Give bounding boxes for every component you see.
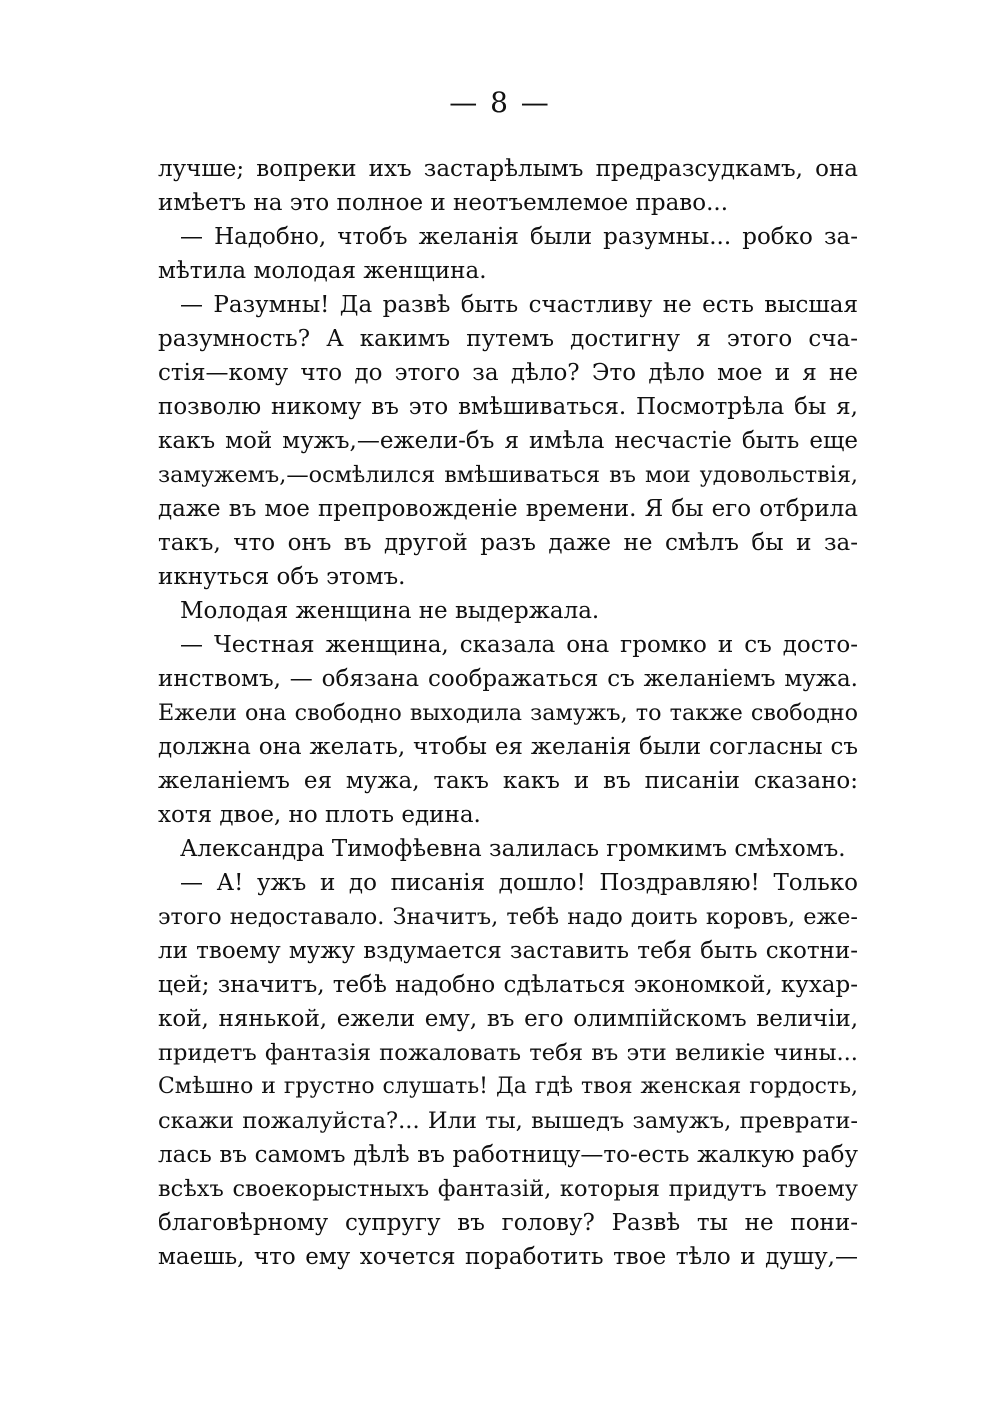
text-line: мѣтила молодая женщина. bbox=[158, 258, 487, 284]
text-line: желаніемъ ея мужа, такъ какъ и въ писаніи сказано: bbox=[158, 768, 858, 794]
text-line: цей; значитъ, тебѣ надобно сдѣлаться экономкой, кухар- bbox=[158, 972, 858, 998]
text-line: должна она желать, чтобы ея желанія были согласны съ bbox=[158, 734, 858, 760]
text-line: всѣхъ своекорыстныхъ фантазій, которыя придутъ твоему bbox=[158, 1176, 858, 1202]
text-line: какъ мой мужъ,—ежели-бъ я имѣла несчастіе быть еще bbox=[158, 428, 858, 454]
text-line: инствомъ, — обязана соображаться съ желаніемъ мужа. bbox=[158, 666, 858, 692]
text-line: позволю никому въ это вмѣшиваться. Посмотрѣла бы я, bbox=[158, 394, 858, 420]
text-line: благовѣрному супругу въ голову? Развѣ ты не пони- bbox=[158, 1210, 858, 1236]
text-line: придетъ фантазія пожаловать тебя въ эти великіе чины... bbox=[158, 1040, 858, 1066]
text-line: лась въ самомъ дѣлѣ въ работницу—то-есть жалкую рабу bbox=[158, 1142, 858, 1168]
text-line: имѣетъ на это полное и неотъемлемое право... bbox=[158, 190, 729, 216]
text-line: ли твоему мужу вздумается заставить тебя быть скотни- bbox=[158, 938, 858, 964]
text-line: — Честная женщина, сказала она громко и съ досто- bbox=[180, 632, 858, 658]
text-line: даже въ мое препровожденіе времени. Я бы его отбрила bbox=[158, 496, 858, 522]
text-line: разумность? А какимъ путемъ достигну я этого сча- bbox=[158, 326, 858, 352]
text-line: маешь, что ему хочется поработить твое тѣло и душу,— bbox=[158, 1244, 858, 1270]
text-line: этого недоставало. Значитъ, тебѣ надо доить коровъ, еже- bbox=[158, 904, 858, 930]
text-line: Ежели она свободно выходила замужъ, то также свободно bbox=[158, 700, 858, 726]
text-line: — А! ужъ и до писанія дошло! Поздравляю! Только bbox=[180, 870, 858, 896]
text-line: такъ, что онъ въ другой разъ даже не смѣлъ бы и за- bbox=[158, 530, 858, 556]
text-line: Александра Тимофѣевна залилась громкимъ смѣхомъ. bbox=[180, 836, 846, 862]
text-line: замужемъ,—осмѣлился вмѣшиваться въ мои удовольствія, bbox=[158, 462, 858, 488]
text-line: — Надобно, чтобъ желанія были разумны... робко за- bbox=[180, 224, 858, 250]
page-number: — 8 — bbox=[449, 86, 551, 119]
text-line: — Разумны! Да развѣ быть счастливу не есть высшая bbox=[180, 292, 858, 318]
body-text bbox=[158, 152, 858, 1274]
text-line: Молодая женщина не выдержала. bbox=[180, 598, 600, 624]
text-line: хотя двое, но плоть едина. bbox=[158, 802, 481, 828]
text-line: стія—кому что до этого за дѣло? Это дѣло мое и я не bbox=[158, 360, 858, 386]
text-line: скажи пожалуйста?... Или ты, вышедъ замужъ, преврати- bbox=[158, 1108, 858, 1134]
text-line: Смѣшно и грустно слушать! Да гдѣ твоя женская гордость, bbox=[158, 1074, 858, 1099]
text-line: кой, нянькой, ежели ему, въ его олимпійскомъ величіи, bbox=[158, 1006, 858, 1032]
text-line: лучше; вопреки ихъ застарѣлымъ предразсудкамъ, она bbox=[158, 156, 858, 182]
text-line: икнуться объ этомъ. bbox=[158, 564, 406, 590]
